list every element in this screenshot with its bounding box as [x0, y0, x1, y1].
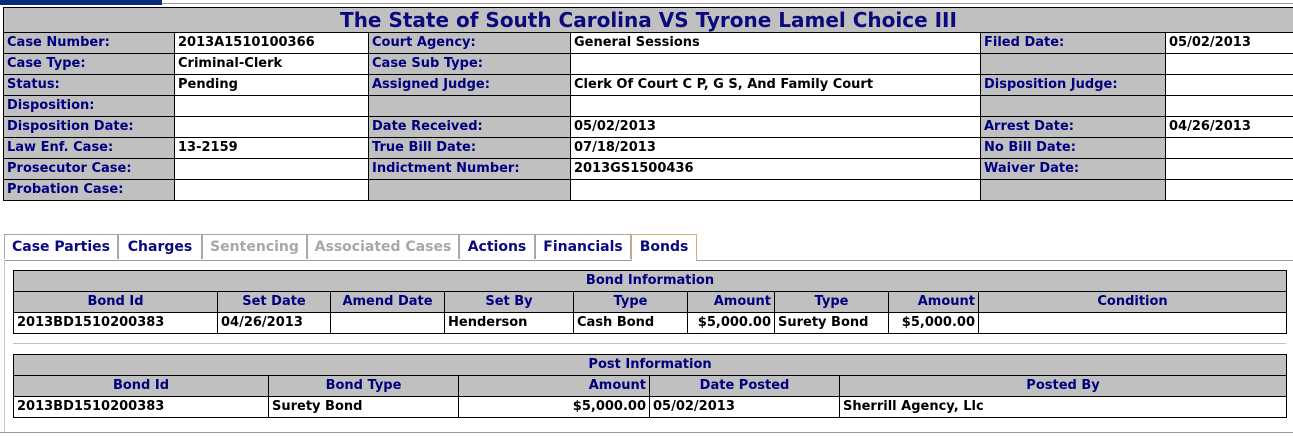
case-detail-row	[4, 159, 1293, 180]
case-field-label: No Bill Date:	[981, 138, 1166, 159]
top-accent-bar	[0, 0, 162, 5]
case-field-value	[1166, 96, 1293, 117]
case-field-label: Arrest Date:	[981, 117, 1166, 138]
case-field-label: Assigned Judge:	[369, 75, 571, 96]
tab-actions[interactable]: Actions	[459, 234, 535, 259]
date-posted-cell: 05/02/2013	[650, 397, 840, 418]
case-field-value	[175, 159, 369, 180]
case-field-value	[571, 54, 981, 75]
case-field-label: Case Sub Type:	[369, 54, 571, 75]
type-cell: Cash Bond	[574, 313, 688, 334]
case-field-value: 05/02/2013	[1166, 33, 1293, 54]
amount-cell: $5,000.00	[688, 313, 775, 334]
bond-type-cell: Surety Bond	[269, 397, 459, 418]
set-date-cell: 04/26/2013	[218, 313, 331, 334]
case-field-value: General Sessions	[571, 33, 981, 54]
condition-cell	[979, 313, 1287, 334]
type-header: Type	[574, 292, 688, 313]
case-field-label: Prosecutor Case:	[4, 159, 175, 180]
case-field-label	[981, 54, 1166, 75]
case-field-label: Waiver Date:	[981, 159, 1166, 180]
case-field-label: Filed Date:	[981, 33, 1166, 54]
case-details-table	[3, 7, 1293, 201]
bond-information-title: Bond Information	[14, 271, 1287, 292]
case-field-label: True Bill Date:	[369, 138, 571, 159]
amount-cell-2: $5,000.00	[889, 313, 979, 334]
set-date-header: Set Date	[218, 292, 331, 313]
posted-by-header: Posted By	[840, 376, 1287, 397]
case-field-value	[1166, 138, 1293, 159]
case-field-value: 05/02/2013	[571, 117, 981, 138]
tab-bar	[4, 234, 1293, 261]
table-row	[14, 397, 1287, 418]
case-detail-row	[4, 138, 1293, 159]
case-detail-row	[4, 33, 1293, 54]
case-field-label	[369, 180, 571, 201]
bond-id-header: Bond Id	[14, 292, 218, 313]
amount-header: Amount	[688, 292, 775, 313]
case-field-label	[981, 96, 1166, 117]
tab-bonds[interactable]: Bonds	[631, 234, 697, 261]
posted-by-cell: Sherrill Agency, Llc	[840, 397, 1287, 418]
case-field-value: 13-2159	[175, 138, 369, 159]
case-field-value	[571, 96, 981, 117]
case-field-label	[981, 180, 1166, 201]
set-by-header: Set By	[445, 292, 574, 313]
bond-type-header: Bond Type	[269, 376, 459, 397]
case-field-value	[1166, 75, 1293, 96]
condition-header: Condition	[979, 292, 1287, 313]
case-detail-row	[4, 96, 1293, 117]
post-information-title: Post Information	[14, 355, 1287, 376]
case-field-value	[571, 180, 981, 201]
amend-date-header: Amend Date	[331, 292, 445, 313]
case-field-label: Disposition Date:	[4, 117, 175, 138]
case-field-value: Pending	[175, 75, 369, 96]
case-field-value: 04/26/2013	[1166, 117, 1293, 138]
case-field-label: Indictment Number:	[369, 159, 571, 180]
case-field-value: Clerk Of Court C P, G S, And Family Court	[571, 75, 981, 96]
set-by-cell: Henderson	[445, 313, 574, 334]
bond-header-row	[14, 292, 1287, 313]
case-field-value: Criminal-Clerk	[175, 54, 369, 75]
case-field-label: Disposition Judge:	[981, 75, 1166, 96]
case-field-value	[175, 117, 369, 138]
top-divider	[162, 3, 1293, 4]
case-field-value	[175, 96, 369, 117]
case-field-label: Court Agency:	[369, 33, 571, 54]
case-field-value	[1166, 180, 1293, 201]
case-field-value: 2013A1510100366	[175, 33, 369, 54]
amount-header-2: Amount	[889, 292, 979, 313]
post-header-row	[14, 376, 1287, 397]
case-field-value	[175, 180, 369, 201]
case-detail-row	[4, 117, 1293, 138]
amend-date-cell	[331, 313, 445, 334]
tab-sentencing: Sentencing	[202, 234, 307, 259]
post-bond-id-header: Bond Id	[14, 376, 269, 397]
type-header-2: Type	[775, 292, 889, 313]
case-field-value: 07/18/2013	[571, 138, 981, 159]
case-field-label: Probation Case:	[4, 180, 175, 201]
post-bond-id-cell: 2013BD1510200383	[14, 397, 269, 418]
post-information-table	[13, 354, 1287, 418]
case-field-value: 2013GS1500436	[571, 159, 981, 180]
case-detail-row	[4, 54, 1293, 75]
tab-case-parties[interactable]: Case Parties	[4, 234, 118, 259]
case-field-label: Disposition:	[4, 96, 175, 117]
bottom-divider	[0, 432, 1293, 433]
case-detail-row	[4, 75, 1293, 96]
case-field-value	[1166, 54, 1293, 75]
case-title: The State of South Carolina VS Tyrone Lamel Choice III	[4, 8, 1293, 33]
post-amount-cell: $5,000.00	[459, 397, 650, 418]
case-field-label	[369, 96, 571, 117]
date-posted-header: Date Posted	[650, 376, 840, 397]
case-detail-row	[4, 180, 1293, 201]
case-field-label: Case Type:	[4, 54, 175, 75]
tab-financials[interactable]: Financials	[535, 234, 631, 259]
bond-id-cell: 2013BD1510200383	[14, 313, 218, 334]
section-divider	[13, 343, 1286, 344]
tab-associated-cases: Associated Cases	[307, 234, 459, 259]
case-field-label: Case Number:	[4, 33, 175, 54]
bond-information-table	[13, 270, 1287, 334]
case-field-label: Law Enf. Case:	[4, 138, 175, 159]
table-row	[14, 313, 1287, 334]
case-field-label: Status:	[4, 75, 175, 96]
tab-charges[interactable]: Charges	[118, 234, 202, 259]
case-field-label: Date Received:	[369, 117, 571, 138]
case-field-value	[1166, 159, 1293, 180]
type-cell-2: Surety Bond	[775, 313, 889, 334]
post-amount-header: Amount	[459, 376, 650, 397]
